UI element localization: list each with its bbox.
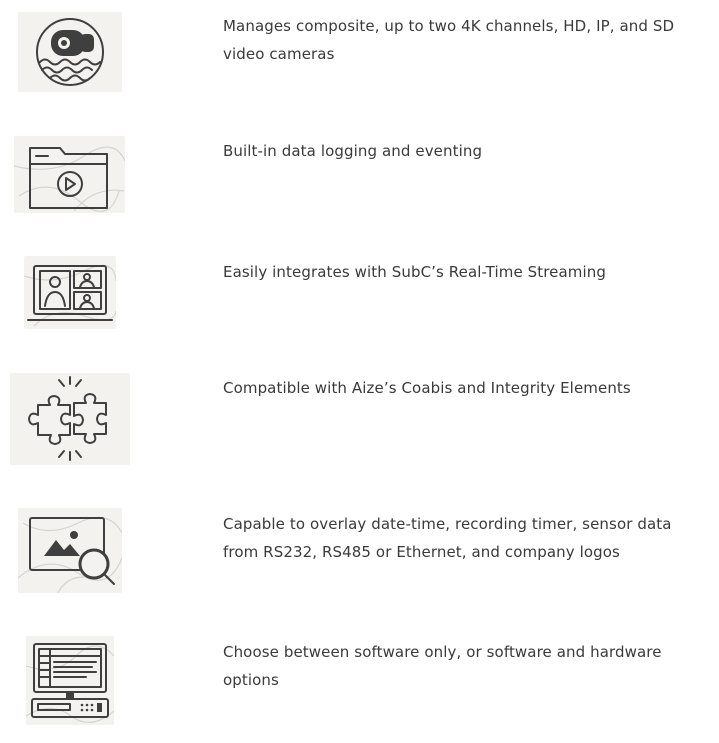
video-folder-icon [14, 136, 125, 213]
feature-text: Capable to overlay date-time, recording timer, sensor data from RS232, RS485 or Ethernet, and company logos [223, 515, 672, 561]
puzzle-pieces-icon [10, 373, 130, 465]
image-magnifier-icon [18, 508, 122, 593]
feature-text: Easily integrates with SubC’s Real-Time Streaming [223, 263, 607, 281]
feature-text: Manages composite, up to two 4K channels, HD, IP, and SD video cameras [223, 17, 675, 63]
underwater-camera-icon [18, 12, 122, 92]
feature-text: Choose between software only, or software and hardware options [223, 643, 662, 689]
feature-text: Compatible with Aize’s Coabis and Integrity Elements [223, 379, 631, 397]
video-conference-icon [24, 256, 116, 329]
desktop-computer-icon [26, 636, 114, 725]
feature-text: Built-in data logging and eventing [223, 142, 483, 160]
